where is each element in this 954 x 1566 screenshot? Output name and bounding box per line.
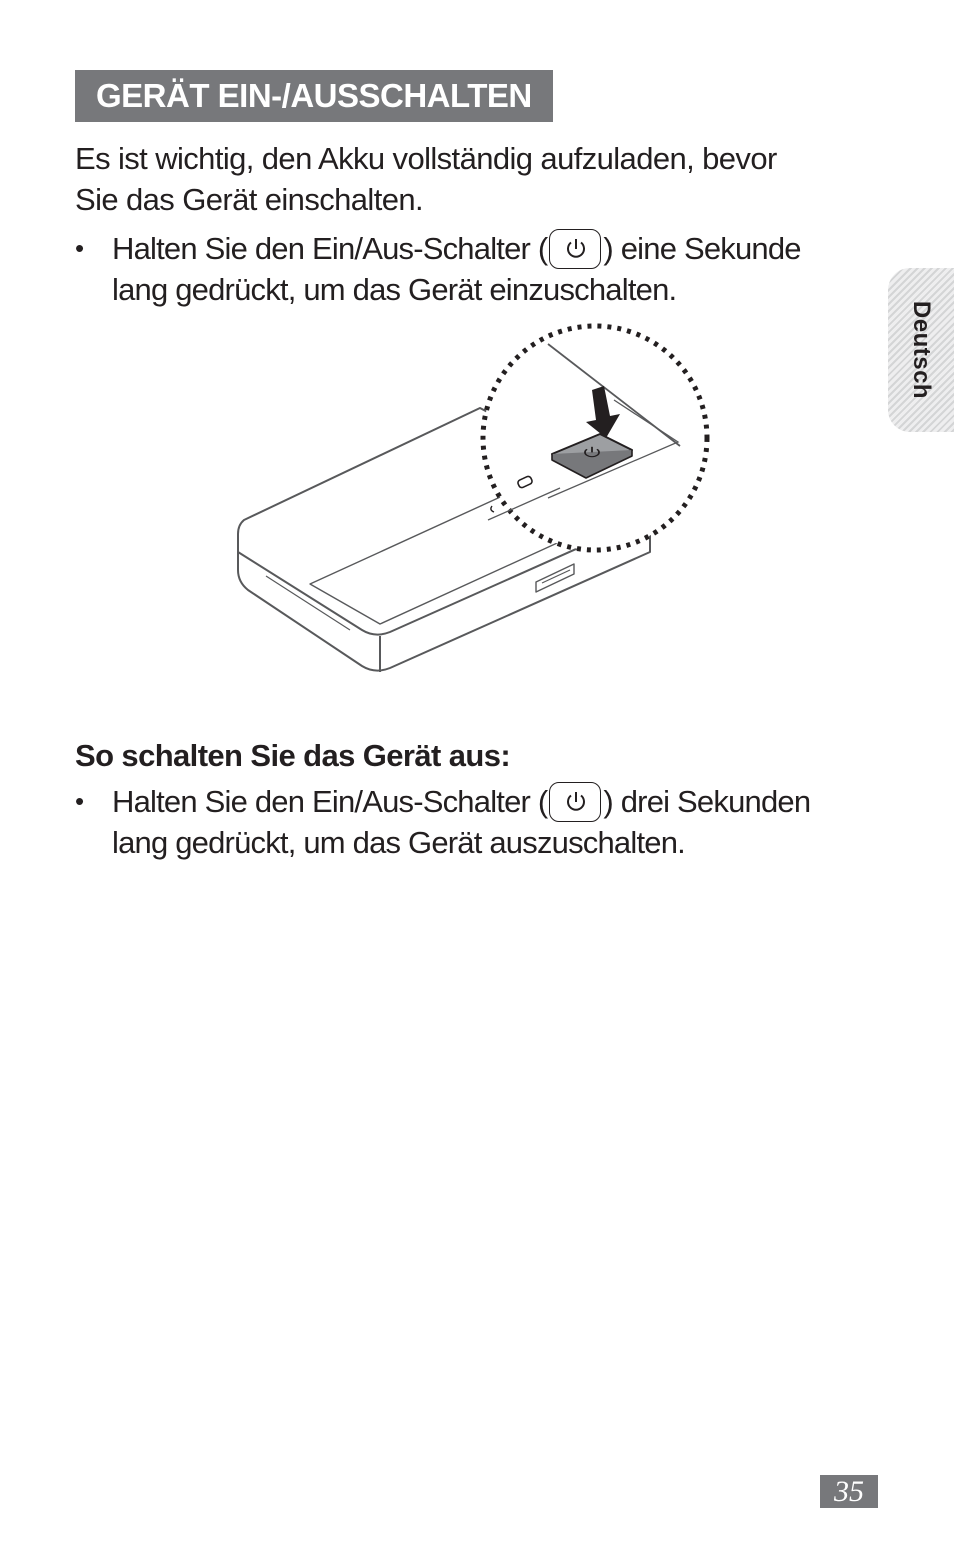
intro-paragraph bbox=[75, 138, 855, 220]
power-on-text bbox=[112, 228, 862, 310]
power-on-text-after: ) eine Sekunde bbox=[603, 231, 801, 266]
device-illustration bbox=[230, 320, 720, 680]
power-off-line-1 bbox=[112, 781, 862, 822]
section-heading bbox=[75, 70, 553, 122]
power-on-line-2: lang gedrückt, um das Gerät einzuschalten. bbox=[112, 272, 677, 307]
power-off-subheading: So schalten Sie das Gerät aus: bbox=[75, 738, 511, 773]
power-on-text-before: Halten Sie den Ein/Aus-Schalter ( bbox=[112, 231, 548, 266]
power-off-line-2: lang gedrückt, um das Gerät auszuschalten. bbox=[112, 825, 685, 860]
intro-line-1: Es ist wichtig, den Akku vollständig aufzuladen, bevor bbox=[75, 141, 777, 176]
page-number: 35 bbox=[820, 1475, 878, 1508]
power-button-symbol bbox=[549, 229, 601, 269]
power-button-symbol bbox=[549, 782, 601, 822]
power-on-line-1 bbox=[112, 228, 862, 269]
bullet: • bbox=[75, 233, 84, 263]
power-icon bbox=[563, 236, 589, 262]
intro-line-2: Sie das Gerät einschalten. bbox=[75, 182, 423, 217]
language-tab-label: Deutsch bbox=[908, 300, 935, 400]
power-off-text-after: ) drei Sekunden bbox=[603, 784, 811, 819]
language-tab bbox=[888, 268, 954, 432]
bullet: • bbox=[75, 786, 84, 816]
power-off-text bbox=[112, 781, 862, 863]
power-off-text-before: Halten Sie den Ein/Aus-Schalter ( bbox=[112, 784, 548, 819]
section-heading-text: GERÄT EIN-/AUSSCHALTEN bbox=[96, 77, 532, 114]
power-icon bbox=[563, 789, 589, 815]
